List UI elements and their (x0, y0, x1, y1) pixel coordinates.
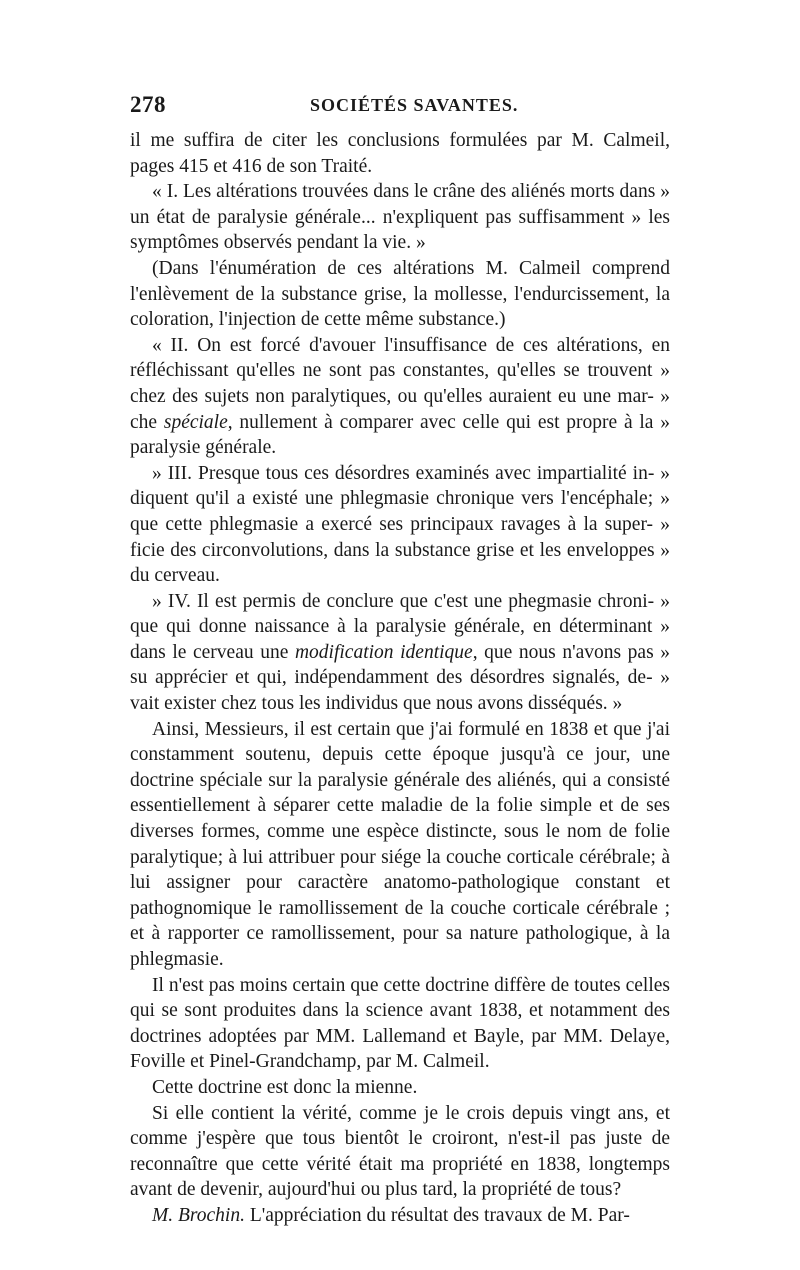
paragraph: Ainsi, Messieurs, il est certain que j'ai formulé en 1838 et que j'ai constamment soutenu, depuis cette époque jusqu'à ce jour, une doctrine spéciale sur la paralysie générale des aliénés, qui a consisté essentiellement à séparer cette maladie de la folie simple et de ses diverses formes, comme une espèce distincte, sous le nom de folie paralytique; à lui attribuer pour siége la couche corticale cérébrale; à lui assigner pour caractère anatomo-pathologique constant et pathognomique le ramollissement de la couche corticale cérébrale ; et à rapporter ce ramollissement, pour sa nature pathologique, à la phlegmasie. (130, 718, 670, 970)
paragraph: il me suffira de citer les conclusions formulées par M. Calmeil, pages 415 et 416 de son Traité. (130, 130, 670, 177)
paragraph (130, 1203, 670, 1229)
emphasis-text: modification identique (294, 641, 473, 663)
body-text (130, 128, 670, 1229)
page-number: 278 (130, 92, 166, 117)
quote-paragraph: » III. Presque tous ces désordres examinés avec impartialité in- » diquent qu'il a existé une phlegmasie chronique vers l'encéphale; » que cette phlegmasie a exercé ses principaux ravages à la super- » ficie des circonvolutions, dans la substance grise et les enveloppes » du cerveau. (130, 462, 670, 587)
quote-paragraph (130, 333, 670, 461)
quote-paragraph (130, 589, 670, 717)
emphasis-text: spéciale (163, 411, 228, 433)
quote-text: « II. On est forcé d'avouer l'insuffisance de ces altérations, en réfléchissant qu'elles ne sont pas constantes, qu'elles se trouvent » chez des sujets non paralytiques, ou qu'elles auraient eu une mar- » che (130, 334, 670, 433)
paragraph-text: L'appréciation du résultat des travaux de M. Par- (244, 1204, 630, 1226)
paragraph: (Dans l'énumération de ces altérations M. Calmeil comprend l'enlèvement de la substance grise, la mollesse, l'endurcissement, la coloration, l'injection de cette même substance.) (130, 257, 670, 331)
quote-text: » IV. Il est permis de conclure que c'est une phegmasie chroni- » que qui donne naissance à la paralysie générale, en déterminant » dans le cerveau une (130, 590, 670, 663)
paragraph: Il n'est pas moins certain que cette doctrine diffère de toutes celles qui se sont produites dans la science avant 1838, et notamment des doctrines adoptées par MM. Lallemand et Bayle, par MM. Delaye, Foville et Pinel-Grandchamp, par M. Calmeil. (130, 974, 670, 1073)
page-header (130, 92, 670, 120)
quote-text: , nullement à comparer avec celle qui est propre à la » paralysie générale. (130, 411, 670, 459)
quote-text: , que nous n'avons pas » su apprécier et qui, indépendamment des désordres signalés, de- » vait exister chez tous les individus que nous avons disséqués. » (130, 641, 671, 715)
running-title: SOCIÉTÉS SAVANTES. (310, 95, 519, 115)
paragraph: Si elle contient la vérité, comme je le crois depuis vingt ans, et comme j'espère que tous bientôt le croiront, n'est-il pas juste de reconnaître que cette vérité était ma propriété en 1838, longtemps avant de devenir, aujourd'hui ou plus tard, la propriété de tous? (130, 1102, 670, 1201)
paragraph: Cette doctrine est donc la mienne. (152, 1076, 418, 1098)
quote-paragraph: « I. Les altérations trouvées dans le crâne des aliénés morts dans » un état de paralysie générale... n'expliquent pas suffisamment » les symptômes observés pendant la vie. » (130, 181, 670, 254)
speaker-name: M. Brochin. (152, 1204, 245, 1226)
